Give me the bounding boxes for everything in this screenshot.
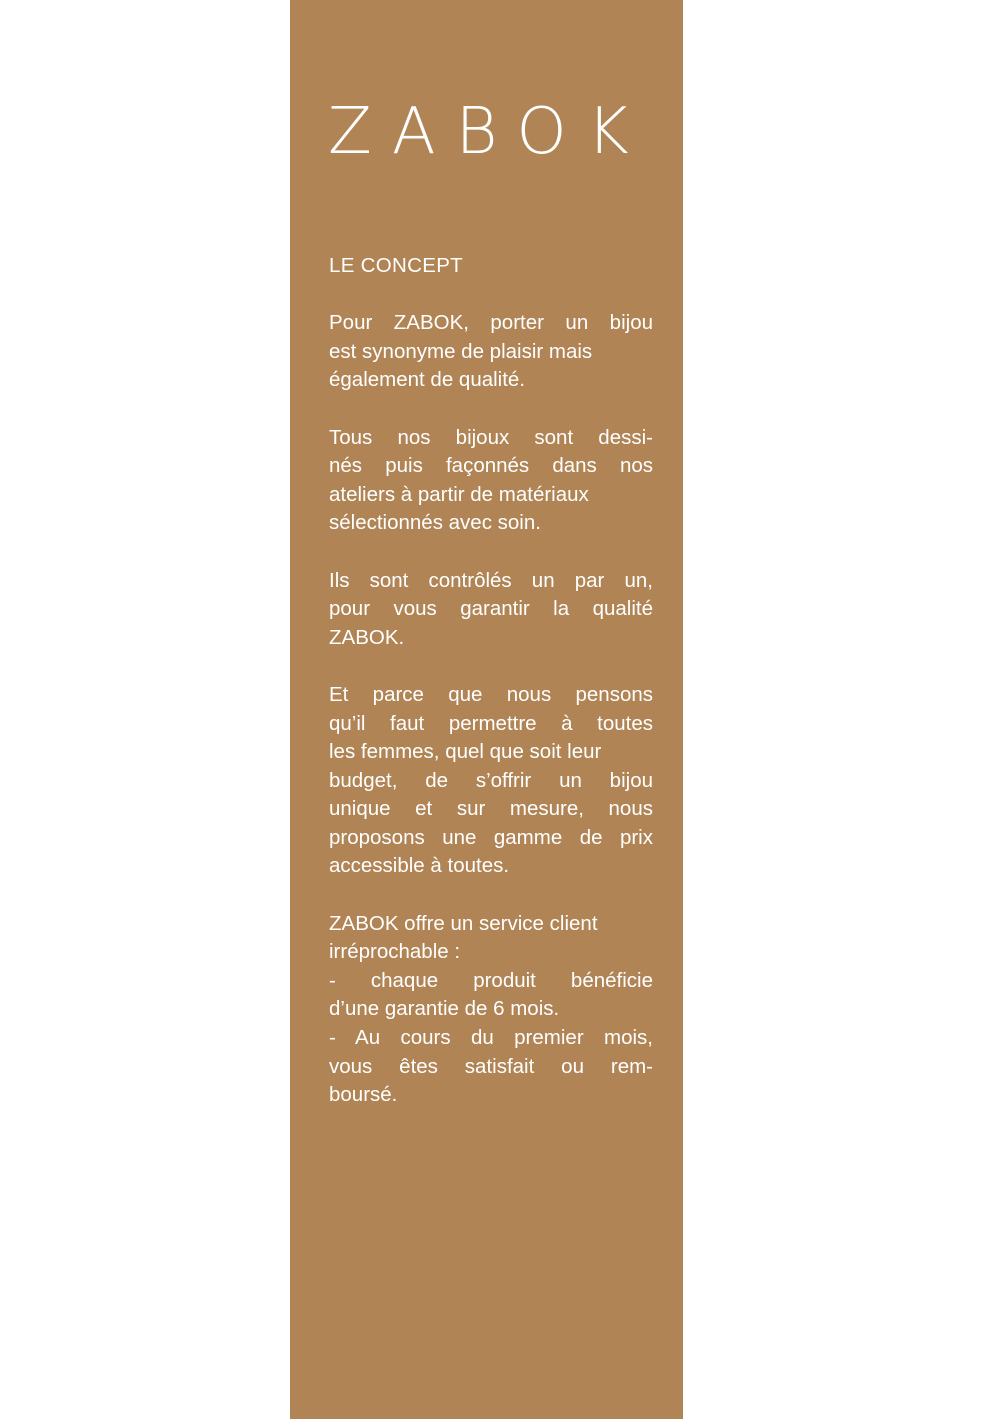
text-line: unique et sur mesure, nous bbox=[329, 797, 653, 821]
text-line: - Au cours du premier mois, bbox=[329, 1026, 653, 1050]
text-line: également de qualité. bbox=[329, 368, 526, 392]
text-line: d’une garantie de 6 mois. bbox=[329, 997, 560, 1021]
paragraph-design bbox=[329, 424, 653, 538]
paragraph-quality bbox=[329, 567, 653, 653]
text-line: Et parce que nous pensons bbox=[329, 682, 653, 706]
text-line: Tous nos bijoux sont dessi- bbox=[329, 425, 653, 449]
text-line: les femmes, quel que soit leur bbox=[329, 740, 602, 764]
paragraph-service bbox=[329, 910, 653, 1110]
text-line: vous êtes satisfait ou rem- bbox=[329, 1054, 653, 1078]
brand-logo: ZABOK bbox=[328, 95, 649, 169]
text-line: budget, de s’offrir un bijou bbox=[329, 768, 653, 792]
text-line: - chaque produit bénéficie bbox=[329, 968, 653, 992]
text-line: accessible à toutes. bbox=[329, 854, 510, 878]
paragraph-pricing bbox=[329, 681, 653, 881]
paragraph-intro bbox=[329, 309, 653, 395]
text-line: ZABOK offre un service client bbox=[329, 911, 598, 935]
text-line: boursé. bbox=[329, 1083, 398, 1107]
text-line: sélectionnés avec soin. bbox=[329, 511, 541, 535]
text-line: Ils sont contrôlés un par un, bbox=[329, 568, 653, 592]
concept-text bbox=[329, 252, 653, 1138]
text-line: irréprochable : bbox=[329, 940, 461, 964]
text-line: pour vous garantir la qualité bbox=[329, 597, 653, 621]
text-line: ZABOK. bbox=[329, 625, 405, 649]
text-line: nés puis façonnés dans nos bbox=[329, 454, 653, 478]
text-line: Pour ZABOK, porter un bijou bbox=[329, 311, 653, 335]
text-line: qu’il faut permettre à toutes bbox=[329, 711, 653, 735]
text-line: proposons une gamme de prix bbox=[329, 825, 653, 849]
section-heading: LE CONCEPT bbox=[329, 254, 463, 277]
text-line: est synonyme de plaisir mais bbox=[329, 339, 593, 363]
text-line: ateliers à partir de matériaux bbox=[329, 482, 589, 506]
